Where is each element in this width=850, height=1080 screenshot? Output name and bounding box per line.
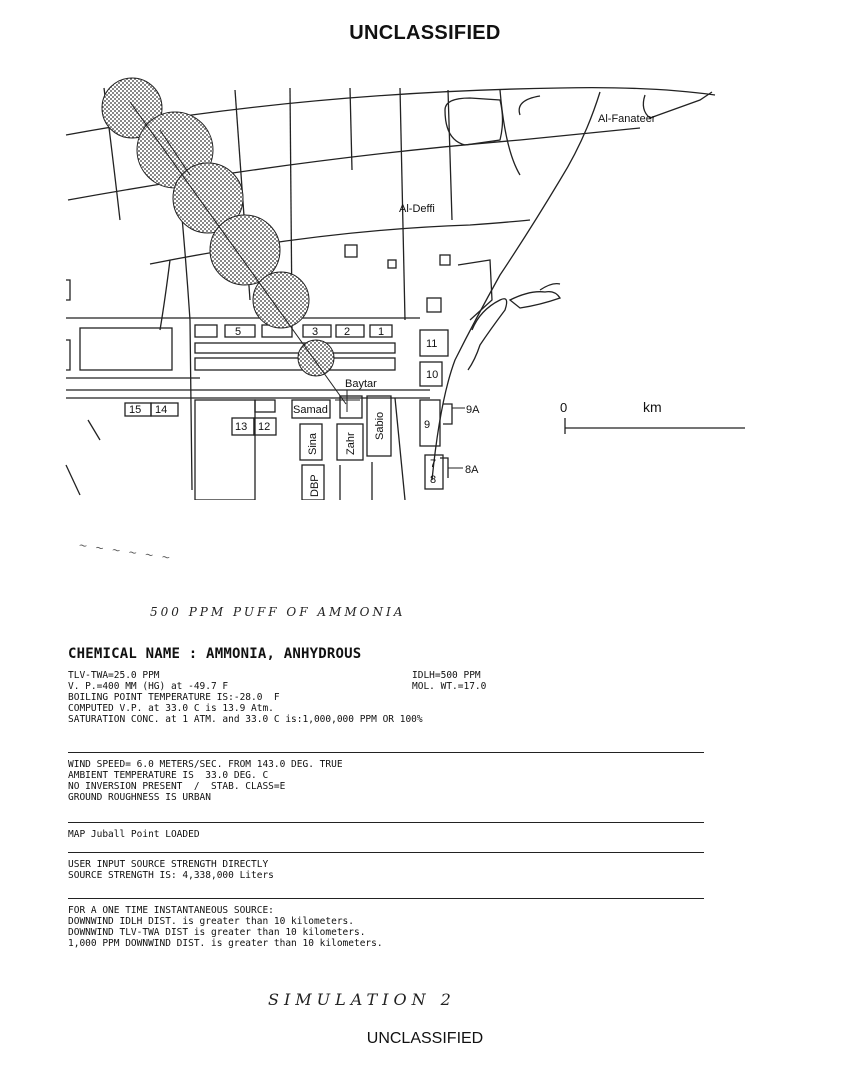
handwritten-simulation-label: SIMULATION 2 [268, 990, 456, 1009]
handwritten-puff-note: 500 PPM PUFF OF AMMONIA [150, 605, 406, 619]
map-loaded-text: MAP Juball Point LOADED [68, 829, 200, 840]
place-zahr: Zahr [345, 432, 357, 455]
ambient-temp-text: AMBIENT TEMPERATURE IS 33.0 DEG. C [68, 770, 269, 781]
place-sina: Sina [307, 432, 319, 455]
block-13: 13 [235, 421, 248, 433]
divider [68, 822, 704, 823]
vapor-pressure-text: V. P.=400 MM (HG) at -49.7 F [68, 681, 229, 692]
block-2: 2 [344, 326, 351, 338]
handwritten-scrawl: ~ ~ ~ ~ ~ ~ [77, 538, 174, 565]
source-strength-text: SOURCE STRENGTH IS: 4,338,000 Liters [68, 870, 274, 881]
place-sabio: Sabio [374, 411, 386, 440]
block-7: 7 [430, 458, 437, 470]
block-9: 9 [424, 419, 431, 431]
chemical-name-title: CHEMICAL NAME : AMMONIA, ANHYDROUS [68, 646, 362, 662]
computed-vp-text: COMPUTED V.P. at 33.0 C is 13.9 Atm. [68, 703, 274, 714]
source-input-text: USER INPUT SOURCE STRENGTH DIRECTLY [68, 859, 269, 870]
divider [68, 852, 704, 853]
place-deffi: Al-Deffi [399, 203, 435, 215]
block-5: 5 [235, 326, 242, 338]
ground-roughness-text: GROUND ROUGHNESS IS URBAN [68, 792, 211, 803]
place-fanateer: Al-Fanateer [598, 113, 656, 125]
block-9a: 9A [466, 404, 480, 416]
classification-footer: UNCLASSIFIED [366, 1030, 484, 1047]
inversion-text: NO INVERSION PRESENT / STAB. CLASS=E [68, 781, 286, 792]
wind-speed-text: WIND SPEED= 6.0 METERS/SEC. FROM 143.0 DEG. TRUE [68, 759, 343, 770]
block-8: 8 [430, 474, 437, 486]
scale-zero: 0 [560, 400, 568, 415]
idlh-text: IDLH=500 PPM [412, 670, 481, 681]
block-15: 15 [129, 404, 142, 416]
boiling-point-text: BOILING POINT TEMPERATURE IS:-28.0 F [68, 692, 280, 703]
mol-weight-text: MOL. WT.=17.0 [412, 681, 487, 692]
place-samad: Samad [293, 404, 328, 416]
tlv-distance-text: DOWNWIND TLV-TWA DIST is greater than 10 kilometers. [68, 927, 366, 938]
block-12: 12 [258, 421, 271, 433]
place-baytar: Baytar [345, 378, 377, 390]
scale-unit: km [643, 399, 662, 415]
block-10: 10 [426, 369, 439, 381]
ppm-distance-text: 1,000 PPM DOWNWIND DIST. is greater than 10 kilometers. [68, 938, 383, 949]
tlv-text: TLV-TWA=25.0 PPM [68, 670, 160, 681]
saturation-text: SATURATION CONC. at 1 ATM. and 33.0 C is:1,000,000 PPM OR 100% [68, 714, 423, 725]
city-map [0, 60, 850, 500]
divider [68, 752, 704, 753]
block-1: 1 [378, 326, 385, 338]
block-3: 3 [312, 326, 319, 338]
block-11: 11 [426, 338, 438, 350]
block-14: 14 [155, 404, 168, 416]
place-dbp: DBP [309, 474, 321, 497]
classification-header: UNCLASSIFIED [349, 22, 501, 44]
block-8a: 8A [465, 464, 479, 476]
divider [68, 898, 704, 899]
results-header-text: FOR A ONE TIME INSTANTANEOUS SOURCE: [68, 905, 274, 916]
idlh-distance-text: DOWNWIND IDLH DIST. is greater than 10 kilometers. [68, 916, 354, 927]
